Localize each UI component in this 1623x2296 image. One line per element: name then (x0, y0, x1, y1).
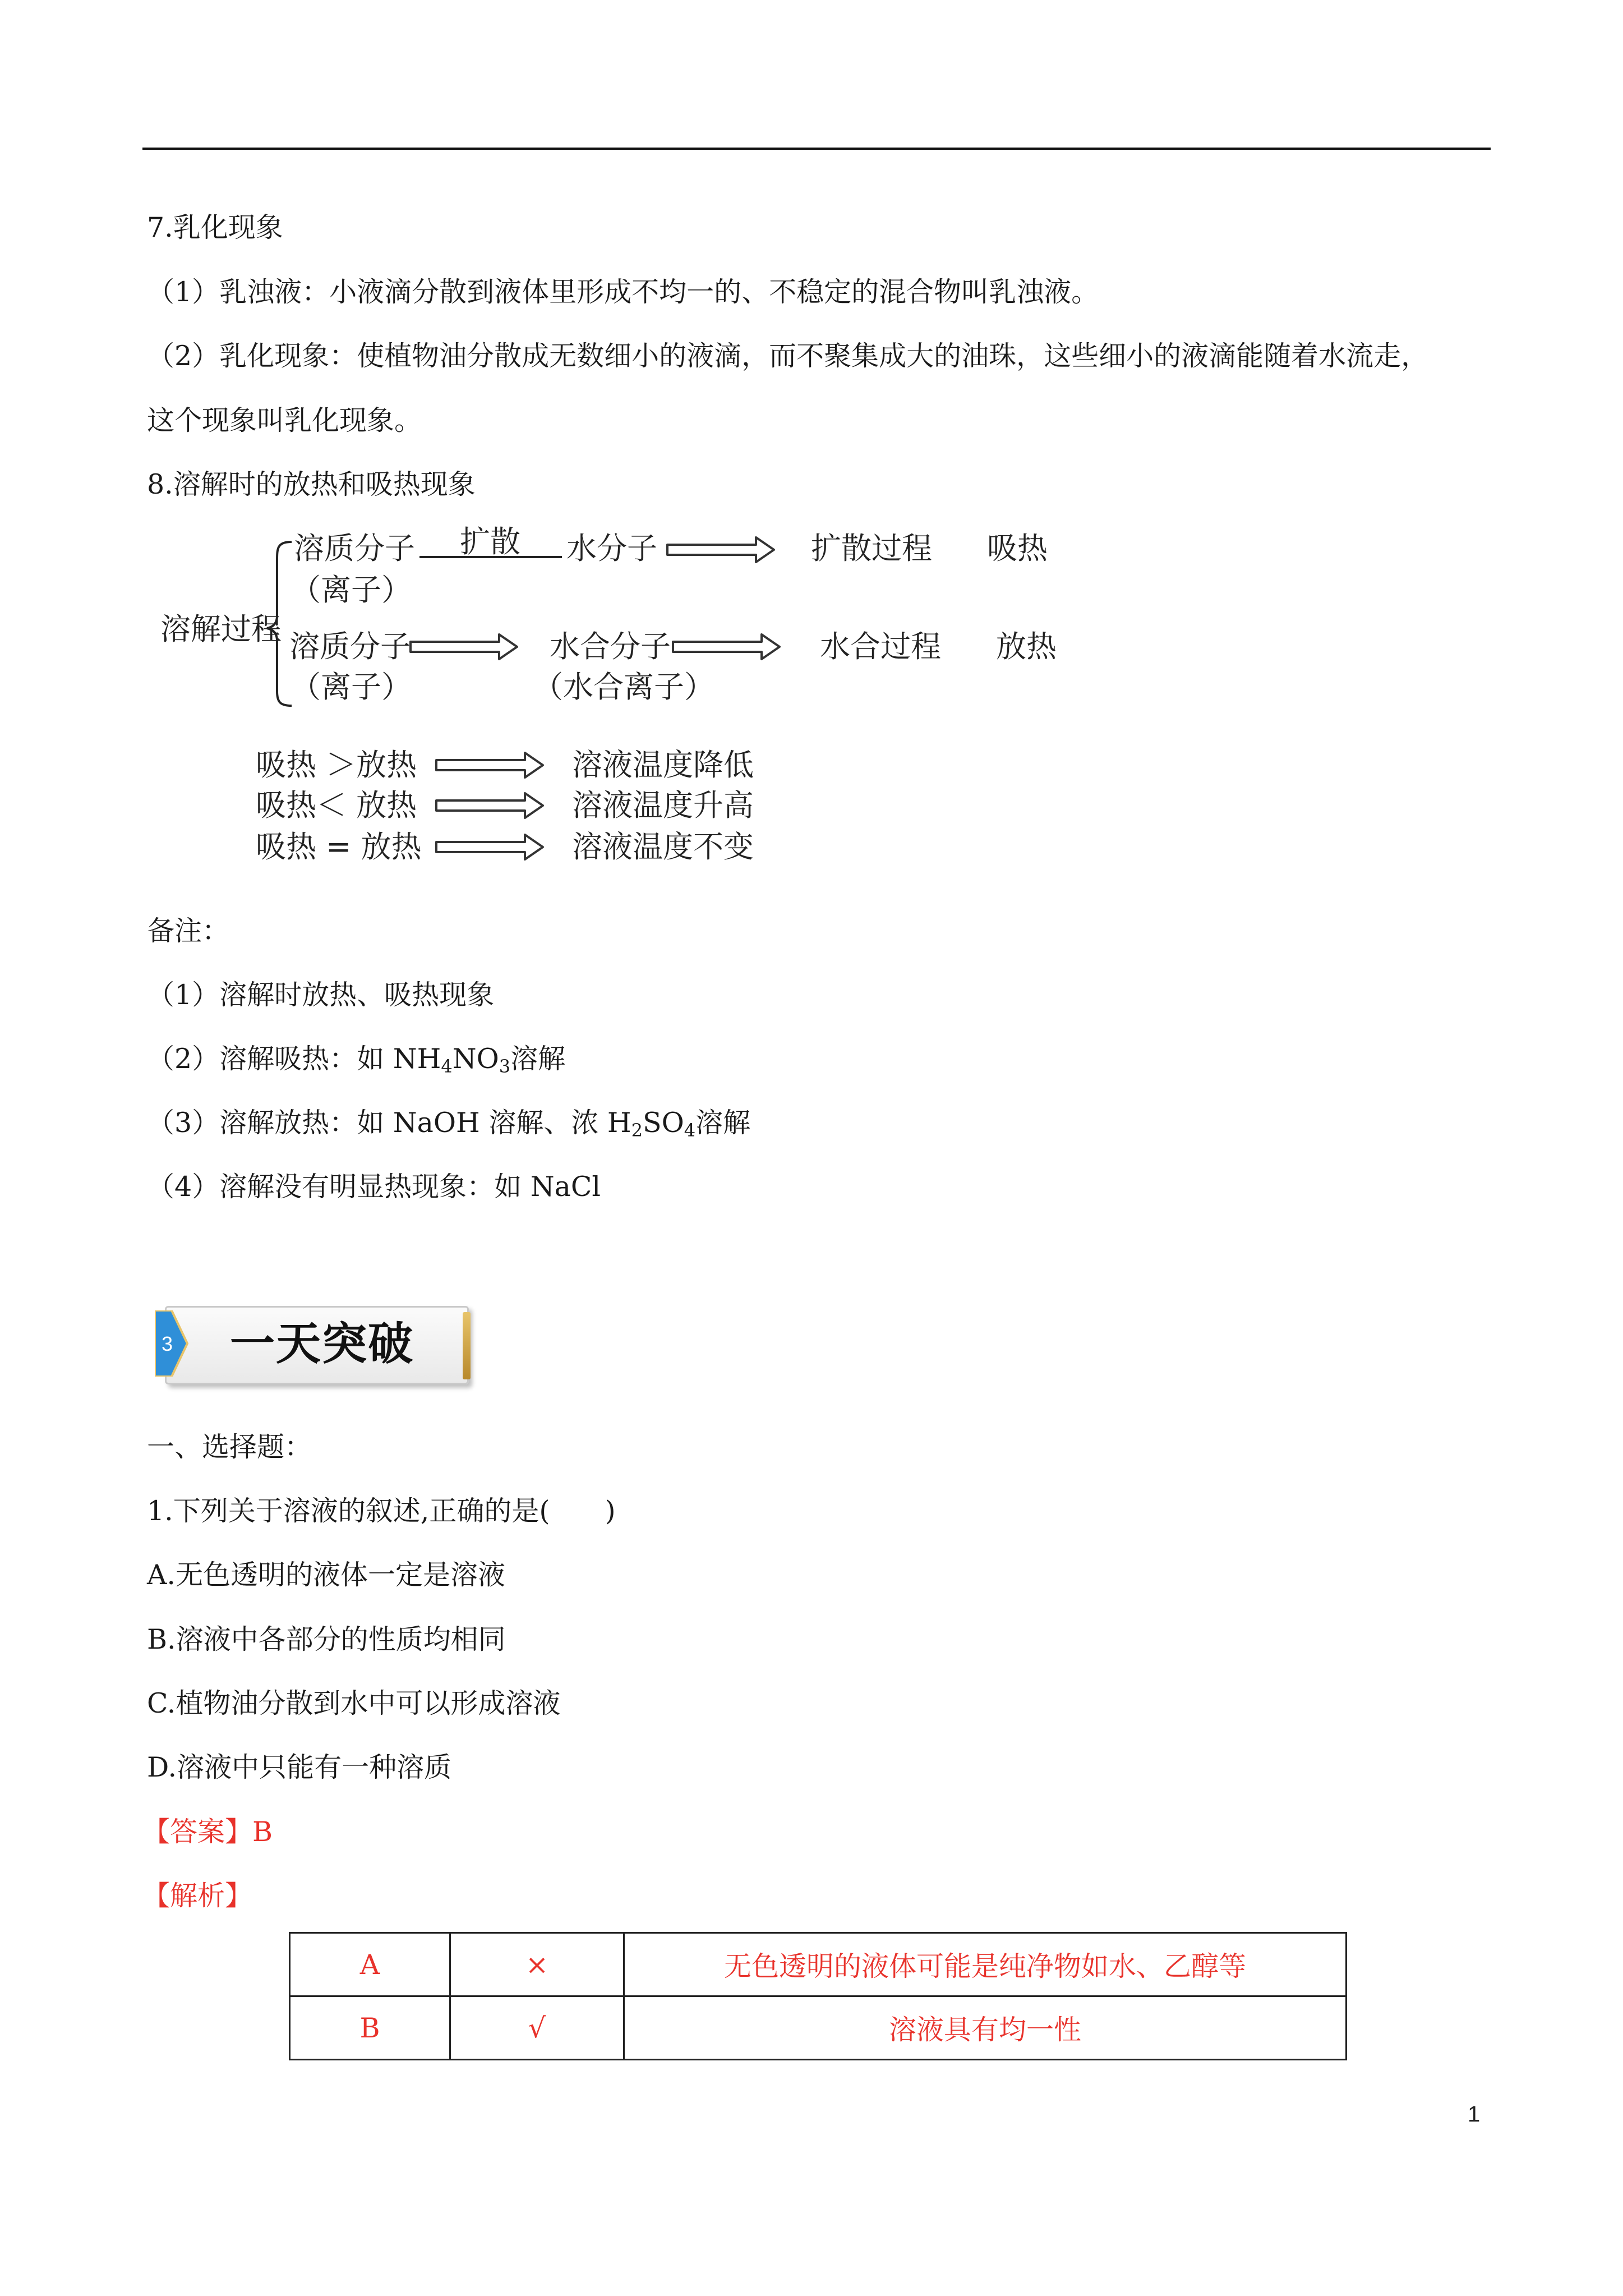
answer-label: 【答案】 (142, 1816, 253, 1848)
section-7-item-2-line-1: （2）乳化现象：使植物油分散成无数细小的液滴，而不聚集成大的油珠，这些细小的液滴能随着水流走， (147, 340, 1429, 372)
analysis-table (289, 1932, 1347, 2060)
table-row (290, 1996, 1347, 2060)
note-2: （2）溶解吸热：如 $NH_4NO_3$溶解 (147, 1043, 566, 1077)
question-1: 1.下列关于溶液的叙述,正确的是( ) (147, 1495, 616, 1527)
banner-gold-edge (463, 1312, 471, 1379)
top-solute-paren: （离子） (291, 572, 412, 608)
top-heat-label: 吸热 (987, 531, 1048, 566)
banner-number-tab (155, 1310, 188, 1377)
bottom-hydrate-label: 水合分子 (550, 629, 671, 664)
page-number: 1 (1468, 2102, 1481, 2127)
arrow-water-to-diffusion (667, 537, 774, 562)
note-4: （4）溶解没有明显热现象：如 NaCl (147, 1171, 601, 1203)
rule-2-right: 溶液温度升高 (572, 788, 754, 823)
arrow-solute-to-hydrate (411, 634, 517, 659)
bottom-process-label: 水合过程 (820, 629, 941, 664)
bottom-solute-label: 溶质分子 (289, 629, 411, 664)
section-banner (155, 1303, 472, 1387)
option-a: A.无色透明的液体一定是溶液 (147, 1559, 505, 1591)
bottom-heat-label: 放热 (996, 629, 1057, 664)
diagram-root-label: 溶解过程 (160, 611, 282, 647)
bottom-solute-paren: （离子） (291, 669, 412, 705)
table-cell-option: A (290, 1933, 450, 1996)
table-cell-explain: 溶液具有均一性 (624, 1996, 1347, 2060)
rule-1-right: 溶液温度降低 (572, 747, 754, 783)
table-cell-mark: × (450, 1933, 624, 1996)
answer-value: B (252, 1816, 273, 1848)
top-edge-label: 扩散 (460, 524, 520, 559)
option-c: C.植物油分散到水中可以形成溶液 (147, 1687, 561, 1719)
analysis-label: 【解析】 (142, 1880, 253, 1912)
diagram-graphics (0, 0, 1623, 898)
section-7-item-2-line-2: 这个现象叫乳化现象。 (147, 404, 422, 436)
top-solute-label: 溶质分子 (294, 531, 415, 566)
answer-line (142, 1815, 273, 1849)
rule-1-left: 吸热 ＞放热 (256, 747, 417, 783)
rule-3-left: 吸热 = 放热 (256, 829, 422, 864)
option-d: D.溶液中只能有一种溶质 (147, 1751, 452, 1783)
table-cell-explain: 无色透明的液体可能是纯净物如水、乙醇等 (624, 1933, 1347, 1996)
option-b: B.溶液中各部分的性质均相同 (147, 1623, 506, 1655)
arrow-hydrate-to-process (673, 634, 780, 659)
banner-title: 一天突破 (230, 1318, 414, 1370)
arrow-rule-2 (436, 793, 543, 818)
table-cell-option: B (290, 1996, 450, 2060)
top-water-label: 水分子 (566, 531, 657, 566)
note-1: （1）溶解时放热、吸热现象 (147, 979, 495, 1011)
section-7-title: 7.乳化现象 (147, 211, 283, 243)
rule-3-right: 溶液温度不变 (572, 829, 754, 864)
bottom-hydrate-paren: （水合离子） (533, 669, 714, 705)
section-7-item-1: （1）乳浊液：小液滴分散到液体里形成不均一的、不稳定的混合物叫乳浊液。 (147, 276, 1099, 308)
arrow-rule-3 (436, 835, 543, 859)
rule-2-left: 吸热＜ 放热 (256, 788, 417, 823)
notes-title: 备注： (147, 915, 230, 947)
note-3: （3）溶解放热：如 NaOH 溶解、浓 $H_2SO_4$溶解 (147, 1107, 751, 1141)
section-8-title: 8.溶解时的放热和吸热现象 (147, 468, 476, 500)
banner-number: 3 (161, 1332, 173, 1355)
quiz-section-title: 一、选择题： (147, 1431, 312, 1463)
top-process-label: 扩散过程 (811, 531, 932, 566)
arrow-rule-1 (436, 753, 543, 777)
table-cell-mark: √ (450, 1996, 624, 2060)
table-row (290, 1933, 1347, 1996)
